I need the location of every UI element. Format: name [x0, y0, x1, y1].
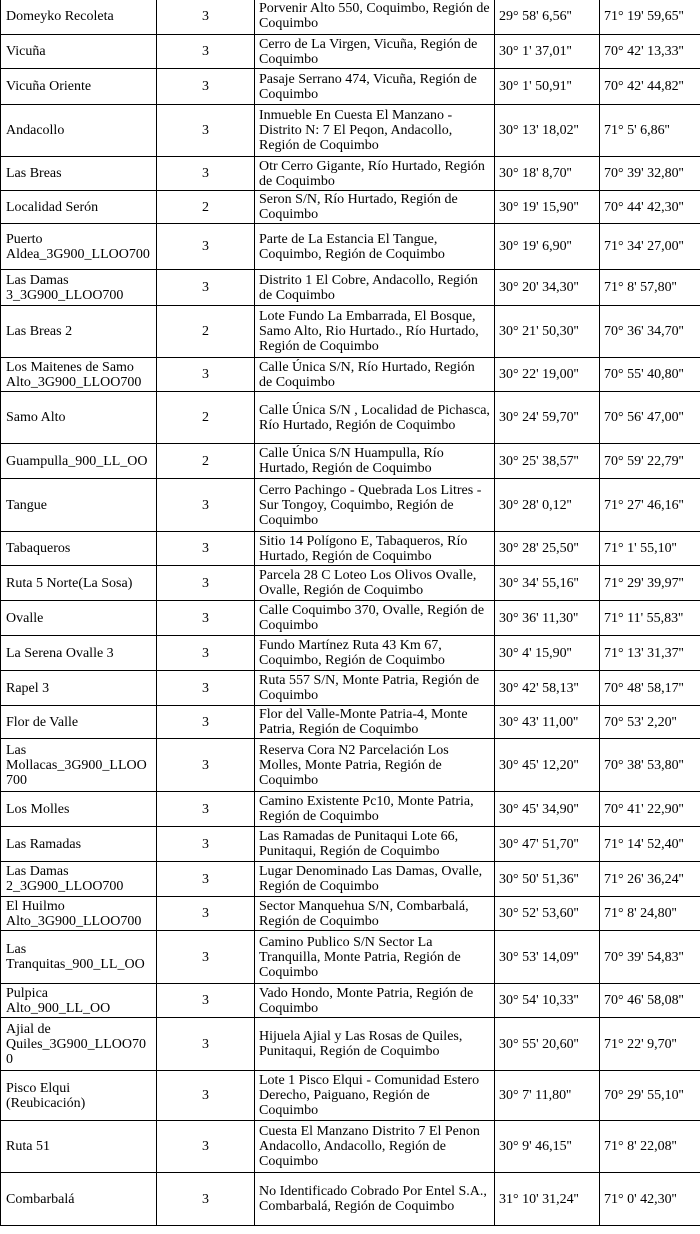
longitude-cell: 71° 22' 9,70''	[600, 1018, 700, 1071]
table-row	[1, 739, 700, 792]
site-name-cell: Pisco Elqui (Reubicación)	[1, 1071, 157, 1121]
site-name-cell: Puerto Aldea_3G900_LLOO700	[1, 224, 157, 270]
latitude-cell: 29° 58' 6,56''	[495, 0, 600, 35]
site-name-cell: Guampulla_900_LL_OO	[1, 444, 157, 479]
table-row	[1, 392, 700, 444]
table-row	[1, 862, 700, 897]
site-name-cell: Las Ramadas	[1, 827, 157, 862]
address-cell: Porvenir Alto 550, Coquimbo, Región de Coquimbo	[255, 0, 495, 35]
table-row	[1, 105, 700, 157]
longitude-cell: 71° 26' 36,24''	[600, 862, 700, 897]
latitude-cell: 30° 34' 55,16''	[495, 566, 600, 601]
site-name-cell: Tangue	[1, 479, 157, 532]
address-cell: Distrito 1 El Cobre, Andacollo, Región de Coquimbo	[255, 270, 495, 306]
address-cell: Lugar Denominado Las Damas, Ovalle, Región de Coquimbo	[255, 862, 495, 897]
longitude-cell: 70° 42' 13,33''	[600, 35, 700, 69]
latitude-cell: 30° 22' 19,00''	[495, 358, 600, 392]
longitude-cell: 70° 42' 44,82''	[600, 69, 700, 105]
site-name-cell: Ajial de Quiles_3G900_LLOO700	[1, 1018, 157, 1071]
table-row	[1, 69, 700, 105]
sector-count-cell: 3	[157, 35, 255, 69]
sector-count-cell: 3	[157, 897, 255, 931]
sector-count-cell: 2	[157, 191, 255, 224]
table-row	[1, 792, 700, 827]
table-row	[1, 1071, 700, 1121]
longitude-cell: 70° 53' 2,20''	[600, 706, 700, 739]
table-row	[1, 191, 700, 224]
latitude-cell: 30° 13' 18,02''	[495, 105, 600, 157]
site-name-cell: Las Breas 2	[1, 306, 157, 358]
site-name-cell: Ovalle	[1, 601, 157, 636]
latitude-cell: 30° 43' 11,00''	[495, 706, 600, 739]
longitude-cell: 70° 36' 34,70''	[600, 306, 700, 358]
sector-count-cell: 3	[157, 1173, 255, 1226]
latitude-cell: 30° 24' 59,70''	[495, 392, 600, 444]
table-row	[1, 270, 700, 306]
address-cell: Camino Existente Pc10, Monte Patria, Región de Coquimbo	[255, 792, 495, 827]
latitude-cell: 30° 4' 15,90''	[495, 636, 600, 671]
site-name-cell: Las Damas 2_3G900_LLOO700	[1, 862, 157, 897]
address-cell: Parte de La Estancia El Tangue, Coquimbo, Región de Coquimbo	[255, 224, 495, 270]
site-name-cell: Ruta 51	[1, 1121, 157, 1173]
site-name-cell: Localidad Serón	[1, 191, 157, 224]
site-name-cell: Vicuña	[1, 35, 157, 69]
latitude-cell: 30° 54' 10,33''	[495, 984, 600, 1018]
sector-count-cell: 3	[157, 105, 255, 157]
table-row	[1, 984, 700, 1018]
longitude-cell: 71° 29' 39,97''	[600, 566, 700, 601]
address-cell: No Identificado Cobrado Por Entel S.A., Combarbalá, Región de Coquimbo	[255, 1173, 495, 1226]
sector-count-cell: 3	[157, 0, 255, 35]
site-name-cell: Flor de Valle	[1, 706, 157, 739]
sector-count-cell: 3	[157, 671, 255, 706]
address-cell: Sitio 14 Polígono E, Tabaqueros, Río Hurtado, Región de Coquimbo	[255, 532, 495, 566]
latitude-cell: 30° 36' 11,30''	[495, 601, 600, 636]
sector-count-cell: 3	[157, 1121, 255, 1173]
address-cell: Fundo Martínez Ruta 43 Km 67, Coquimbo, Región de Coquimbo	[255, 636, 495, 671]
sector-count-cell: 3	[157, 1018, 255, 1071]
table-row	[1, 1018, 700, 1071]
site-name-cell: Pulpica Alto_900_LL_OO	[1, 984, 157, 1018]
latitude-cell: 30° 20' 34,30''	[495, 270, 600, 306]
latitude-cell: 30° 45' 34,90''	[495, 792, 600, 827]
table-row	[1, 358, 700, 392]
site-name-cell: La Serena Ovalle 3	[1, 636, 157, 671]
address-cell: Parcela 28 C Loteo Los Olivos Ovalle, Ovalle, Región de Coquimbo	[255, 566, 495, 601]
address-cell: Calle Única S/N , Localidad de Pichasca, Río Hurtado, Región de Coquimbo	[255, 392, 495, 444]
table-row	[1, 224, 700, 270]
site-name-cell: Rapel 3	[1, 671, 157, 706]
table-row	[1, 444, 700, 479]
table-row	[1, 1173, 700, 1226]
address-cell: Calle Única S/N Huampulla, Río Hurtado, Región de Coquimbo	[255, 444, 495, 479]
table-row	[1, 1121, 700, 1173]
longitude-cell: 71° 5' 6,86''	[600, 105, 700, 157]
table-row	[1, 601, 700, 636]
table-row	[1, 0, 700, 35]
longitude-cell: 71° 19' 59,65''	[600, 0, 700, 35]
table-row	[1, 306, 700, 358]
table-row	[1, 157, 700, 191]
address-cell: Lote 1 Pisco Elqui - Comunidad Estero Derecho, Paiguano, Región de Coquimbo	[255, 1071, 495, 1121]
sector-count-cell: 3	[157, 739, 255, 792]
address-cell: Las Ramadas de Punitaqui Lote 66, Punitaqui, Región de Coquimbo	[255, 827, 495, 862]
longitude-cell: 70° 38' 53,80''	[600, 739, 700, 792]
address-cell: Otr Cerro Gigante, Río Hurtado, Región de Coquimbo	[255, 157, 495, 191]
latitude-cell: 30° 7' 11,80''	[495, 1071, 600, 1121]
latitude-cell: 31° 10' 31,24''	[495, 1173, 600, 1226]
table-row	[1, 706, 700, 739]
address-cell: Seron S/N, Río Hurtado, Región de Coquimbo	[255, 191, 495, 224]
sector-count-cell: 3	[157, 566, 255, 601]
site-name-cell: Tabaqueros	[1, 532, 157, 566]
longitude-cell: 71° 0' 42,30''	[600, 1173, 700, 1226]
longitude-cell: 70° 59' 22,79''	[600, 444, 700, 479]
site-name-cell: Las Damas 3_3G900_LLOO700	[1, 270, 157, 306]
sites-table-body	[1, 0, 700, 1226]
latitude-cell: 30° 42' 58,13''	[495, 671, 600, 706]
table-row	[1, 671, 700, 706]
latitude-cell: 30° 50' 51,36''	[495, 862, 600, 897]
site-name-cell: Samo Alto	[1, 392, 157, 444]
site-name-cell: Las Mollacas_3G900_LLOO700	[1, 739, 157, 792]
address-cell: Reserva Cora N2 Parcelación Los Molles, Monte Patria, Región de Coquimbo	[255, 739, 495, 792]
latitude-cell: 30° 21' 50,30''	[495, 306, 600, 358]
site-name-cell: Domeyko Recoleta	[1, 0, 157, 35]
latitude-cell: 30° 25' 38,57''	[495, 444, 600, 479]
sector-count-cell: 3	[157, 984, 255, 1018]
longitude-cell: 70° 39' 32,80''	[600, 157, 700, 191]
sector-count-cell: 3	[157, 931, 255, 984]
sector-count-cell: 3	[157, 862, 255, 897]
address-cell: Vado Hondo, Monte Patria, Región de Coquimbo	[255, 984, 495, 1018]
latitude-cell: 30° 45' 12,20''	[495, 739, 600, 792]
sector-count-cell: 3	[157, 706, 255, 739]
longitude-cell: 70° 56' 47,00''	[600, 392, 700, 444]
table-row	[1, 566, 700, 601]
address-cell: Calle Coquimbo 370, Ovalle, Región de Coquimbo	[255, 601, 495, 636]
site-name-cell: Combarbalá	[1, 1173, 157, 1226]
latitude-cell: 30° 19' 6,90''	[495, 224, 600, 270]
longitude-cell: 71° 27' 46,16''	[600, 479, 700, 532]
longitude-cell: 70° 55' 40,80''	[600, 358, 700, 392]
address-cell: Calle Única S/N, Río Hurtado, Región de Coquimbo	[255, 358, 495, 392]
longitude-cell: 70° 48' 58,17''	[600, 671, 700, 706]
address-cell: Sector Manquehua S/N, Combarbalá, Región de Coquimbo	[255, 897, 495, 931]
latitude-cell: 30° 47' 51,70''	[495, 827, 600, 862]
longitude-cell: 70° 39' 54,83''	[600, 931, 700, 984]
sector-count-cell: 2	[157, 306, 255, 358]
table-row	[1, 479, 700, 532]
site-name-cell: Vicuña Oriente	[1, 69, 157, 105]
sector-count-cell: 3	[157, 1071, 255, 1121]
site-name-cell: Los Molles	[1, 792, 157, 827]
longitude-cell: 71° 1' 55,10''	[600, 532, 700, 566]
longitude-cell: 71° 14' 52,40''	[600, 827, 700, 862]
address-cell: Lote Fundo La Embarrada, El Bosque, Samo Alto, Rio Hurtado., Río Hurtado, Región de Coquimbo	[255, 306, 495, 358]
site-name-cell: Los Maitenes de Samo Alto_3G900_LLOO700	[1, 358, 157, 392]
sector-count-cell: 3	[157, 69, 255, 105]
address-cell: Flor del Valle-Monte Patria-4, Monte Patria, Región de Coquimbo	[255, 706, 495, 739]
latitude-cell: 30° 1' 50,91''	[495, 69, 600, 105]
site-name-cell: Ruta 5 Norte(La Sosa)	[1, 566, 157, 601]
table-row	[1, 35, 700, 69]
longitude-cell: 71° 11' 55,83''	[600, 601, 700, 636]
longitude-cell: 71° 8' 57,80''	[600, 270, 700, 306]
sector-count-cell: 3	[157, 358, 255, 392]
sector-count-cell: 3	[157, 157, 255, 191]
latitude-cell: 30° 52' 53,60''	[495, 897, 600, 931]
sector-count-cell: 2	[157, 444, 255, 479]
table-row	[1, 636, 700, 671]
address-cell: Camino Publico S/N Sector La Tranquilla, Monte Patria, Región de Coquimbo	[255, 931, 495, 984]
address-cell: Hijuela Ajial y Las Rosas de Quiles, Punitaqui, Región de Coquimbo	[255, 1018, 495, 1071]
longitude-cell: 70° 46' 58,08''	[600, 984, 700, 1018]
latitude-cell: 30° 28' 25,50''	[495, 532, 600, 566]
latitude-cell: 30° 9' 46,15''	[495, 1121, 600, 1173]
site-name-cell: Andacollo	[1, 105, 157, 157]
sector-count-cell: 3	[157, 792, 255, 827]
table-row	[1, 931, 700, 984]
address-cell: Pasaje Serrano 474, Vicuña, Región de Coquimbo	[255, 69, 495, 105]
longitude-cell: 71° 13' 31,37''	[600, 636, 700, 671]
sector-count-cell: 3	[157, 270, 255, 306]
sector-count-cell: 3	[157, 601, 255, 636]
longitude-cell: 70° 41' 22,90''	[600, 792, 700, 827]
table-row	[1, 532, 700, 566]
longitude-cell: 71° 34' 27,00''	[600, 224, 700, 270]
latitude-cell: 30° 18' 8,70''	[495, 157, 600, 191]
address-cell: Ruta 557 S/N, Monte Patria, Región de Coquimbo	[255, 671, 495, 706]
table-row	[1, 897, 700, 931]
latitude-cell: 30° 53' 14,09''	[495, 931, 600, 984]
address-cell: Cuesta El Manzano Distrito 7 El Penon Andacollo, Andacollo, Región de Coquimbo	[255, 1121, 495, 1173]
sector-count-cell: 3	[157, 479, 255, 532]
sector-count-cell: 3	[157, 636, 255, 671]
longitude-cell: 71° 8' 22,08''	[600, 1121, 700, 1173]
latitude-cell: 30° 28' 0,12''	[495, 479, 600, 532]
address-cell: Inmueble En Cuesta El Manzano - Distrito N: 7 El Peqon, Andacollo, Región de Coquimbo	[255, 105, 495, 157]
address-cell: Cerro Pachingo - Quebrada Los Litres - Sur Tongoy, Coquimbo, Región de Coquimbo	[255, 479, 495, 532]
sector-count-cell: 3	[157, 827, 255, 862]
longitude-cell: 71° 8' 24,80''	[600, 897, 700, 931]
site-name-cell: El Huilmo Alto_3G900_LLOO700	[1, 897, 157, 931]
table-row	[1, 827, 700, 862]
longitude-cell: 70° 44' 42,30''	[600, 191, 700, 224]
site-name-cell: Las Breas	[1, 157, 157, 191]
longitude-cell: 70° 29' 55,10''	[600, 1071, 700, 1121]
sector-count-cell: 3	[157, 532, 255, 566]
latitude-cell: 30° 1' 37,01''	[495, 35, 600, 69]
address-cell: Cerro de La Virgen, Vicuña, Región de Coquimbo	[255, 35, 495, 69]
site-name-cell: Las Tranquitas_900_LL_OO	[1, 931, 157, 984]
latitude-cell: 30° 19' 15,90''	[495, 191, 600, 224]
latitude-cell: 30° 55' 20,60''	[495, 1018, 600, 1071]
sector-count-cell: 3	[157, 224, 255, 270]
sector-count-cell: 2	[157, 392, 255, 444]
